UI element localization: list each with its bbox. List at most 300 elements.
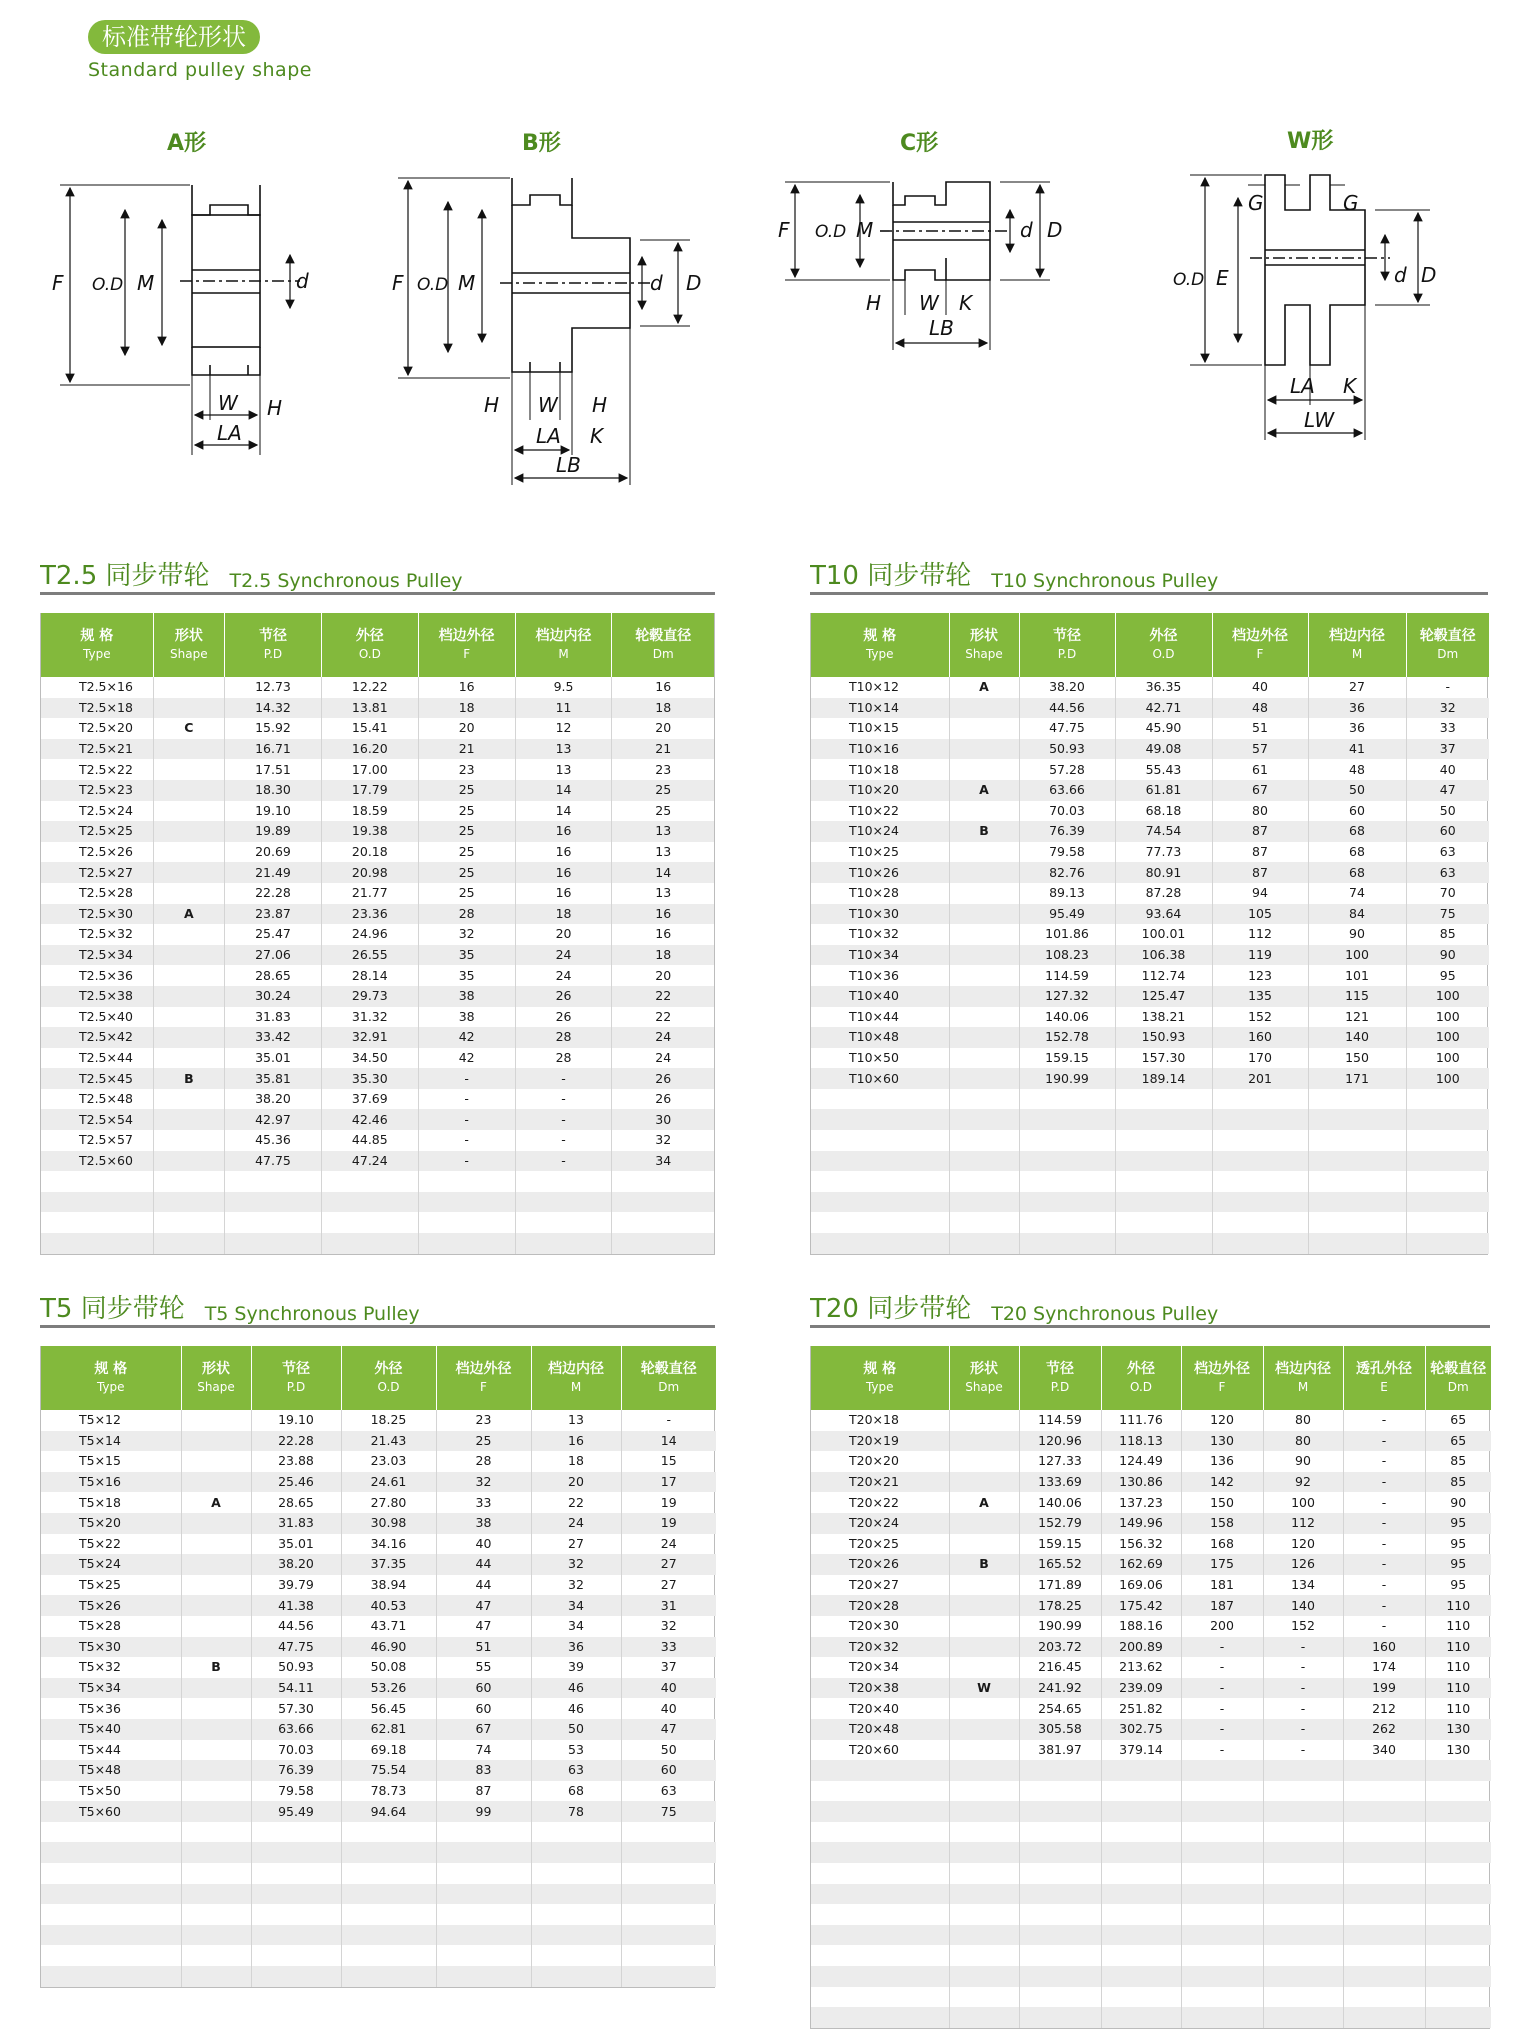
table-cell xyxy=(181,1410,251,1431)
table-cell: 17.51 xyxy=(225,759,322,780)
table-cell xyxy=(1181,1884,1263,1905)
table-cell: 34.16 xyxy=(341,1534,436,1555)
table-row xyxy=(41,1925,716,1946)
table-cell: 241.92 xyxy=(1019,1678,1101,1699)
table-cell xyxy=(1263,1945,1343,1966)
table-cell: 40 xyxy=(1212,677,1308,698)
table-cell: 121 xyxy=(1308,1007,1406,1028)
column-header-en: M xyxy=(558,647,569,661)
table-cell: 51 xyxy=(436,1637,531,1658)
table-row xyxy=(41,1007,714,1028)
table-cell xyxy=(181,1740,251,1761)
table-cell xyxy=(1181,1781,1263,1802)
table-cell: T10×18 xyxy=(811,759,949,780)
table-cell xyxy=(1101,1842,1181,1863)
t25-grid xyxy=(41,613,714,1254)
table-cell xyxy=(1101,1781,1181,1802)
table-cell: 100 xyxy=(1406,1068,1489,1089)
table-cell: 101 xyxy=(1308,965,1406,986)
table-cell xyxy=(949,2007,1019,2028)
table-cell: 150 xyxy=(1308,1048,1406,1069)
table-cell: 25 xyxy=(612,780,714,801)
table-row xyxy=(41,883,714,904)
table-cell xyxy=(1425,1760,1491,1781)
table-cell: 20 xyxy=(515,924,612,945)
table-cell: 50 xyxy=(531,1719,621,1740)
table-cell xyxy=(1101,1822,1181,1843)
table-cell xyxy=(811,1925,949,1946)
t25-table xyxy=(40,613,715,1255)
table-cell: 142 xyxy=(1181,1472,1263,1493)
table-cell xyxy=(181,1863,251,1884)
table-cell: 26 xyxy=(612,1068,714,1089)
table-cell: 74 xyxy=(436,1740,531,1761)
label: M xyxy=(856,218,874,242)
table-cell: T10×60 xyxy=(811,1068,949,1089)
table-cell xyxy=(1101,1966,1181,1987)
table-cell xyxy=(612,1212,714,1233)
table-cell: T20×28 xyxy=(811,1595,949,1616)
table-row xyxy=(811,1863,1491,1884)
table-cell xyxy=(1212,1171,1308,1192)
column-header-en: Dm xyxy=(1447,1380,1469,1394)
table-cell: 201 xyxy=(1212,1068,1308,1089)
table-cell: 216.45 xyxy=(1019,1657,1101,1678)
table-cell: 188.16 xyxy=(1101,1616,1181,1637)
table-cell: 22 xyxy=(531,1492,621,1513)
table-cell xyxy=(949,883,1019,904)
table-cell: 80.91 xyxy=(1115,862,1212,883)
table-cell xyxy=(949,945,1019,966)
table-cell xyxy=(1343,1863,1425,1884)
column-header-cn: 规 格 xyxy=(863,1361,897,1377)
table-cell: 95 xyxy=(1439,967,1456,983)
table-cell: 67 xyxy=(436,1719,531,1740)
table-cell: 159.15 xyxy=(1019,1534,1101,1555)
table-cell xyxy=(949,759,1019,780)
table-cell xyxy=(181,1616,251,1637)
t25-title-cn: T2.5 同步带轮 xyxy=(40,561,210,591)
table-cell: 120.96 xyxy=(1019,1431,1101,1452)
table-cell: 20.18 xyxy=(321,842,418,863)
table-row xyxy=(41,1842,716,1863)
column-header-cn: 外径 xyxy=(1127,1361,1155,1377)
table-cell xyxy=(341,1966,436,1987)
column-header xyxy=(612,613,714,677)
table-cell: 30.24 xyxy=(225,986,322,1007)
label: F xyxy=(392,271,404,295)
table-cell: - xyxy=(1181,1657,1263,1678)
table-cell xyxy=(515,1192,612,1213)
table-row xyxy=(41,1192,714,1213)
table-cell: 63.66 xyxy=(1019,780,1115,801)
table-cell xyxy=(811,1904,949,1925)
table-cell: 203.72 xyxy=(1019,1637,1101,1658)
table-row xyxy=(41,1431,716,1452)
label: F xyxy=(52,271,64,295)
table-cell: - xyxy=(515,1151,612,1172)
column-header-en: Type xyxy=(83,647,111,661)
table-cell: T10×22 xyxy=(811,801,949,822)
table-cell: 16 xyxy=(418,677,515,698)
table-cell xyxy=(1425,1842,1491,1863)
table-cell: 24 xyxy=(515,965,612,986)
table-cell: 37.69 xyxy=(321,1089,418,1110)
table-cell: T10×36 xyxy=(811,965,949,986)
table-cell xyxy=(1263,1966,1343,1987)
column-header-cn: 形状 xyxy=(174,628,203,644)
table-cell: 127.33 xyxy=(1019,1451,1101,1472)
table-cell: 26 xyxy=(515,986,612,1007)
table-cell xyxy=(949,1719,1019,1740)
table-cell xyxy=(949,1212,1019,1233)
table-cell: - xyxy=(1181,1719,1263,1740)
table-cell: T10×44 xyxy=(811,1007,949,1028)
table-cell: 48 xyxy=(1308,759,1406,780)
table-cell: 14 xyxy=(515,801,612,822)
table-cell: 36.35 xyxy=(1115,677,1212,698)
table-row xyxy=(41,1554,716,1575)
table-cell: 152 xyxy=(1263,1616,1343,1637)
table-cell: 13 xyxy=(655,885,672,901)
header-title: 标准带轮形状 xyxy=(88,20,260,54)
table-cell: 38.20 xyxy=(251,1554,341,1575)
table-cell xyxy=(153,1151,224,1172)
table-cell: 20 xyxy=(655,720,672,736)
table-cell: 25 xyxy=(418,862,515,883)
table-cell xyxy=(1343,1945,1425,1966)
table-cell xyxy=(515,1212,612,1233)
table-cell: 95.49 xyxy=(251,1801,341,1822)
table-cell xyxy=(949,1151,1019,1172)
table-cell xyxy=(341,1822,436,1843)
table-cell xyxy=(515,1171,612,1192)
table-cell xyxy=(341,1884,436,1905)
table-row xyxy=(41,1130,714,1151)
column-header-en: M xyxy=(570,1380,582,1394)
table-cell xyxy=(41,1192,153,1213)
table-cell: 33.42 xyxy=(225,1027,322,1048)
column-header xyxy=(321,613,418,677)
table-cell: - xyxy=(1343,1616,1425,1637)
column-header xyxy=(225,613,322,677)
table-cell: 42 xyxy=(418,1027,515,1048)
t10-title-en: T10 Synchronous Pulley xyxy=(991,570,1219,592)
table-cell xyxy=(1019,1171,1115,1192)
table-cell xyxy=(418,1171,515,1192)
column-header xyxy=(811,613,949,677)
table-cell: T20×60 xyxy=(811,1740,949,1761)
label: LA xyxy=(1290,374,1315,398)
table-cell: 18.25 xyxy=(341,1410,436,1431)
table-row xyxy=(41,904,714,925)
table-cell: 68 xyxy=(1308,821,1406,842)
column-header-cn: 档边内径 xyxy=(1329,628,1385,644)
table-cell xyxy=(811,1945,949,1966)
table-cell: 12.22 xyxy=(321,677,418,698)
table-cell: 18 xyxy=(612,945,714,966)
table-cell: 63 xyxy=(660,1782,677,1798)
table-cell: 35 xyxy=(418,945,515,966)
table-cell: 112.74 xyxy=(1115,965,1212,986)
table-cell xyxy=(1181,1801,1263,1822)
column-header-cn: 形状 xyxy=(970,628,998,644)
table-cell: 114.59 xyxy=(1019,1410,1101,1431)
table-cell xyxy=(436,1842,531,1863)
table-cell xyxy=(1019,1987,1101,2008)
table-cell xyxy=(949,1616,1019,1637)
table-cell xyxy=(41,1822,181,1843)
table-cell xyxy=(1212,1151,1308,1172)
table-cell: 251.82 xyxy=(1101,1698,1181,1719)
table-cell xyxy=(1181,1842,1263,1863)
table-cell: 157.30 xyxy=(1115,1048,1212,1069)
table-cell: B xyxy=(949,821,1019,842)
table-cell xyxy=(225,1233,322,1254)
table-cell xyxy=(1181,1966,1263,1987)
table-cell: 22.28 xyxy=(225,883,322,904)
table-cell: 67 xyxy=(1212,780,1308,801)
table-cell xyxy=(621,1925,716,1946)
table-cell: T2.5×44 xyxy=(41,1048,153,1069)
table-cell: 112 xyxy=(1263,1513,1343,1534)
table-cell xyxy=(811,1822,949,1843)
table-cell: 114.59 xyxy=(1019,965,1115,986)
table-cell xyxy=(1019,1151,1115,1172)
table-cell xyxy=(811,1884,949,1905)
table-cell xyxy=(531,1822,621,1843)
table-cell: 20 xyxy=(418,718,515,739)
table-cell xyxy=(621,1863,716,1884)
table-cell: - xyxy=(1263,1740,1343,1761)
table-cell xyxy=(949,1575,1019,1596)
table-cell: 24 xyxy=(515,945,612,966)
table-cell: 63 xyxy=(1406,862,1489,883)
table-cell: 32.91 xyxy=(321,1027,418,1048)
table-cell: 70 xyxy=(1439,885,1456,901)
table-row xyxy=(811,1822,1491,1843)
table-cell: 178.25 xyxy=(1019,1595,1101,1616)
table-cell: 40 xyxy=(621,1678,716,1699)
table-cell xyxy=(949,739,1019,760)
column-header xyxy=(1425,1346,1491,1410)
table-cell: 28.65 xyxy=(225,965,322,986)
table-cell: 156.32 xyxy=(1101,1534,1181,1555)
table-cell xyxy=(1308,1192,1406,1213)
table-cell: 24 xyxy=(612,1027,714,1048)
table-cell: T20×18 xyxy=(811,1410,949,1431)
table-row xyxy=(41,1534,716,1555)
label: O.D xyxy=(92,275,124,295)
label: K xyxy=(959,291,973,315)
table-cell xyxy=(181,1904,251,1925)
table-cell xyxy=(1212,1192,1308,1213)
table-row xyxy=(811,1130,1489,1151)
table-cell: 20.69 xyxy=(225,842,322,863)
table-row xyxy=(41,1678,716,1699)
table-cell: T10×28 xyxy=(811,883,949,904)
table-cell xyxy=(153,965,224,986)
table-cell: 20 xyxy=(655,967,672,983)
table-cell: 34 xyxy=(612,1151,714,1172)
label: H xyxy=(267,396,283,420)
table-cell xyxy=(436,1945,531,1966)
table-cell: T10×50 xyxy=(811,1048,949,1069)
table-cell: - xyxy=(1445,679,1450,695)
table-cell xyxy=(1343,1904,1425,1925)
table-cell: 63 xyxy=(1439,844,1456,860)
table-cell: A xyxy=(949,677,1019,698)
table-cell: 80 xyxy=(1263,1410,1343,1431)
table-cell xyxy=(949,842,1019,863)
table-cell: 105 xyxy=(1212,904,1308,925)
table-row xyxy=(41,1068,714,1089)
table-cell: 110 xyxy=(1446,1659,1471,1675)
table-cell xyxy=(811,1171,949,1192)
table-cell: 140.06 xyxy=(1019,1007,1115,1028)
table-cell xyxy=(1019,1801,1101,1822)
table-cell: T20×20 xyxy=(811,1451,949,1472)
label: M xyxy=(137,271,155,295)
table-cell: 18 xyxy=(515,904,612,925)
table-row xyxy=(41,1212,714,1233)
table-row xyxy=(811,1884,1491,1905)
table-cell: T10×15 xyxy=(811,718,949,739)
table-row xyxy=(811,1534,1491,1555)
table-row xyxy=(41,842,714,863)
table-cell xyxy=(1019,1966,1101,1987)
table-cell: 26 xyxy=(515,1007,612,1028)
table-cell: - xyxy=(418,1151,515,1172)
table-cell: B xyxy=(153,1068,224,1089)
table-cell xyxy=(1101,1884,1181,1905)
table-row xyxy=(811,1925,1491,1946)
table-row xyxy=(41,1863,716,1884)
table-cell xyxy=(949,1781,1019,1802)
table-cell: T2.5×32 xyxy=(41,924,153,945)
table-cell xyxy=(1101,1801,1181,1822)
table-cell: T2.5×24 xyxy=(41,801,153,822)
table-cell: T20×40 xyxy=(811,1698,949,1719)
table-cell xyxy=(949,862,1019,883)
table-cell: 50.93 xyxy=(251,1657,341,1678)
table-cell: 51 xyxy=(1212,718,1308,739)
table-cell: 43.71 xyxy=(341,1616,436,1637)
table-row xyxy=(41,718,714,739)
table-cell: T2.5×34 xyxy=(41,945,153,966)
table-cell xyxy=(531,1925,621,1946)
table-cell xyxy=(531,1904,621,1925)
table-cell: 100 xyxy=(1435,1008,1460,1024)
table-cell: 15.92 xyxy=(225,718,322,739)
table-cell: 65 xyxy=(1450,1412,1467,1428)
table-cell: 63 xyxy=(531,1760,621,1781)
table-row xyxy=(41,1781,716,1802)
table-cell xyxy=(436,1822,531,1843)
table-cell: 32 xyxy=(436,1472,531,1493)
table-cell: 160 xyxy=(1212,1027,1308,1048)
table-cell: 87 xyxy=(1212,862,1308,883)
table-cell: - xyxy=(515,1068,612,1089)
table-cell xyxy=(1308,1212,1406,1233)
table-cell: - xyxy=(515,1089,612,1110)
column-header-en: F xyxy=(1218,1380,1226,1394)
table-cell xyxy=(1115,1130,1212,1151)
table-cell: 87 xyxy=(436,1781,531,1802)
table-cell: - xyxy=(666,1412,671,1428)
column-header xyxy=(949,1346,1019,1410)
table-cell: 79.58 xyxy=(251,1781,341,1802)
label: d xyxy=(1020,218,1033,242)
table-cell xyxy=(41,1171,153,1192)
table-cell xyxy=(341,1925,436,1946)
table-cell: 239.09 xyxy=(1101,1678,1181,1699)
table-row xyxy=(41,1513,716,1534)
table-cell xyxy=(321,1171,418,1192)
table-cell: 38 xyxy=(418,1007,515,1028)
table-row xyxy=(41,1616,716,1637)
table-cell: 24.61 xyxy=(341,1472,436,1493)
table-row xyxy=(811,1192,1489,1213)
column-header-cn: 外径 xyxy=(1149,628,1178,644)
table-row xyxy=(811,1472,1491,1493)
t10-section xyxy=(810,555,1488,1255)
table-cell xyxy=(1212,1233,1308,1254)
table-row xyxy=(811,1595,1491,1616)
table-cell xyxy=(949,1068,1019,1089)
table-cell: 110 xyxy=(1425,1637,1491,1658)
table-cell: T2.5×54 xyxy=(41,1109,153,1130)
t5-title-en: T5 Synchronous Pulley xyxy=(204,1303,420,1325)
column-header-en: Type xyxy=(865,647,894,661)
table-cell: 13 xyxy=(515,759,612,780)
table-cell: T5×40 xyxy=(41,1719,181,1740)
table-cell: T10×12 xyxy=(811,677,949,698)
table-row xyxy=(811,1007,1489,1028)
table-cell: 20 xyxy=(531,1472,621,1493)
column-header-en: Dm xyxy=(1437,647,1459,661)
table-cell xyxy=(181,1575,251,1596)
table-cell xyxy=(181,1884,251,1905)
table-cell: 262 xyxy=(1343,1719,1425,1740)
table-cell: - xyxy=(418,1068,515,1089)
table-cell: 50 xyxy=(1308,780,1406,801)
table-row xyxy=(41,1171,714,1192)
table-row xyxy=(811,1719,1491,1740)
table-cell: 28 xyxy=(515,1027,612,1048)
table-cell: 159.15 xyxy=(1019,1048,1115,1069)
table-cell: 181 xyxy=(1181,1575,1263,1596)
table-cell xyxy=(41,1945,181,1966)
table-cell: T10×20 xyxy=(811,780,949,801)
column-header xyxy=(251,1346,341,1410)
column-header xyxy=(436,1346,531,1410)
table-cell xyxy=(949,1048,1019,1069)
table-cell: 17.00 xyxy=(321,759,418,780)
table-cell xyxy=(1101,1945,1181,1966)
table-cell: T2.5×36 xyxy=(41,965,153,986)
table-cell: - xyxy=(1263,1719,1343,1740)
table-cell: T2.5×16 xyxy=(41,677,153,698)
table-cell xyxy=(811,1212,949,1233)
table-cell: 19.10 xyxy=(251,1410,341,1431)
table-cell: 340 xyxy=(1343,1740,1425,1761)
table-cell xyxy=(612,1192,714,1213)
table-cell: 70.03 xyxy=(251,1740,341,1761)
table-cell: - xyxy=(1181,1678,1263,1699)
table-cell: 110 xyxy=(1425,1678,1491,1699)
table-cell xyxy=(1019,1760,1101,1781)
